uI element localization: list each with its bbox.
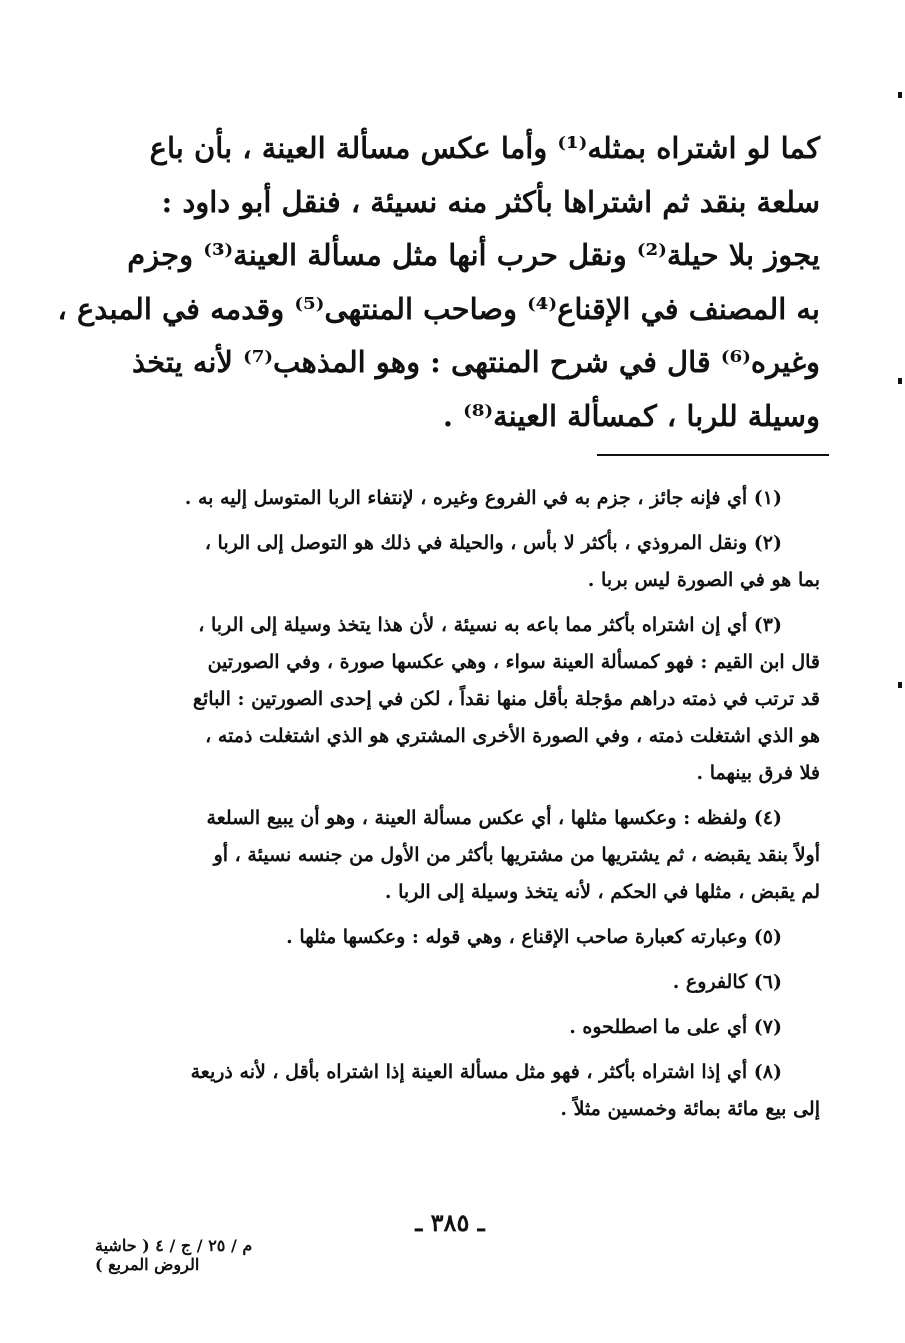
footnote-line: أولاً بنقد يقبضه ، ثم يشتريها من مشتريها بأكثر من الأول من جنسه نسيئة ، أو bbox=[213, 844, 820, 866]
main-text-line: به المصنف في الإقناع⁽⁴⁾ وصاحب المنتهى⁽⁵⁾ وقدمه في المبدع ، bbox=[57, 291, 820, 326]
footnote-line: (٤) ولفظه : وعكسها مثلها ، أي عكس مسألة العينة ، وهو أن يبيع السلعة bbox=[206, 807, 782, 829]
footnote-4 bbox=[95, 800, 820, 911]
main-text-line: وسيلة للربا ، كمسألة العينة⁽⁸⁾ . bbox=[442, 398, 820, 433]
main-text-line: وغيره⁽⁶⁾ قال في شرح المنتهى : وهو المذهب⁽⁷⁾ لأنه يتخذ bbox=[131, 345, 820, 379]
scan-mark-top bbox=[898, 92, 902, 98]
footnote-6 bbox=[95, 964, 820, 1001]
footnote-line: بما هو في الصورة ليس بربا . bbox=[587, 569, 820, 591]
footnotes-block bbox=[95, 480, 820, 1136]
main-text-line: يجوز بلا حيلة⁽²⁾ ونقل حرب أنها مثل مسألة العينة⁽³⁾ وجزم bbox=[127, 238, 820, 272]
printer-signature: م / ٢٥ / ج / ٤ ( حاشية الروض المربع ) bbox=[95, 1236, 253, 1274]
footnote-divider bbox=[597, 454, 829, 456]
scan-mark-middle bbox=[898, 378, 902, 384]
footnote-line: (٢) ونقل المروذي ، بأكثر لا بأس ، والحيلة في ذلك هو التوصل إلى الربا ، bbox=[204, 532, 782, 554]
page-number: ـ ٣٨٥ ـ bbox=[415, 1208, 485, 1237]
footnote-line: قد ترتب في ذمته دراهم مؤجلة بأقل منها نقداً ، لكن في إحدى الصورتين : البائع bbox=[192, 688, 820, 710]
footnote-line: (٦) كالفروع . bbox=[672, 971, 782, 993]
footnote-5 bbox=[95, 919, 820, 956]
footnote-8 bbox=[95, 1054, 820, 1128]
footnote-7 bbox=[95, 1009, 820, 1046]
footnote-3 bbox=[95, 607, 820, 792]
scan-mark-lower bbox=[898, 682, 902, 688]
main-text-line: سلعة بنقد ثم اشتراها بأكثر منه نسيئة ، فنقل أبو داود : bbox=[161, 184, 820, 219]
footnote-line: لم يقبض ، مثلها في الحكم ، لأنه يتخذ وسيلة إلى الربا . bbox=[384, 881, 820, 903]
footnote-line: (١) أي فإنه جائز ، جزم به في الفروع وغيره ، لإنتفاء الربا المتوسل إليه به . bbox=[184, 487, 782, 509]
footnote-line: (٨) أي إذا اشتراه بأكثر ، فهو مثل مسألة العينة إذا اشتراه بأقل ، لأنه ذريعة bbox=[190, 1061, 782, 1083]
footnote-line: (٥) وعبارته كعبارة صاحب الإقناع ، وهي قوله : وعكسها مثلها . bbox=[286, 926, 782, 948]
footnote-line: هو الذي اشتغلت ذمته ، وفي الصورة الأخرى المشتري هو الذي اشتغلت ذمته ، bbox=[205, 725, 820, 747]
footnote-line: قال ابن القيم : فهو كمسألة العينة سواء ، وهي عكسها صورة ، وفي الصورتين bbox=[207, 651, 820, 673]
footnote-1 bbox=[95, 480, 820, 517]
footnote-2 bbox=[95, 525, 820, 599]
footnote-line: (٧) أي على ما اصطلحوه . bbox=[569, 1016, 782, 1038]
footnote-line: (٣) أي إن اشتراه بأكثر مما باعه به نسيئة ، لأن هذا يتخذ وسيلة إلى الربا ، bbox=[198, 614, 782, 636]
main-text-block bbox=[57, 122, 820, 443]
footnote-line: فلا فرق بينهما . bbox=[696, 762, 820, 784]
footnote-line: إلى بيع مائة بمائة وخمسين مثلاً . bbox=[560, 1098, 820, 1120]
main-text-line: كما لو اشتراه بمثله⁽¹⁾ وأما عكس مسألة العينة ، بأن باع bbox=[149, 131, 820, 165]
